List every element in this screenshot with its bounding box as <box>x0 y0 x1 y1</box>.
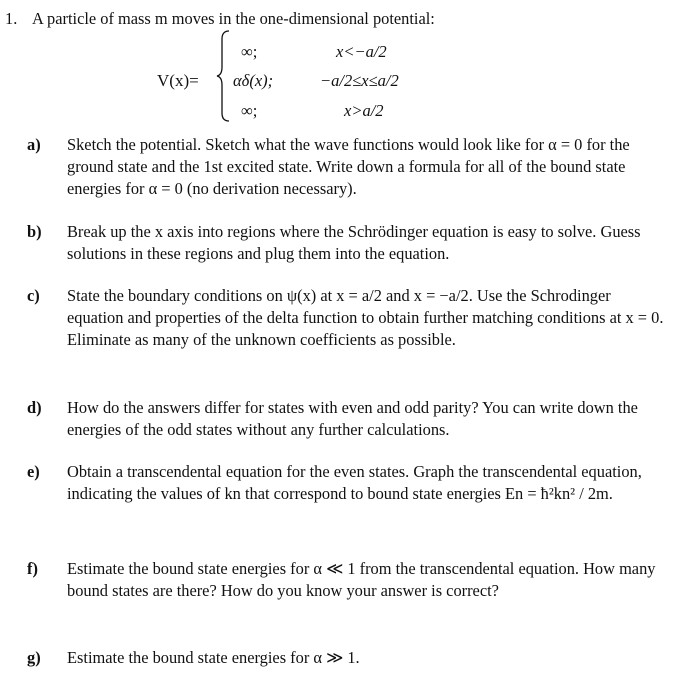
case-3-condition: x>a/2 <box>344 101 384 120</box>
part-f-text: Estimate the bound state energies for α ≪ 1 from the transcendental equation. How many bound states are there? How do you know your answer is correct? <box>67 559 656 600</box>
case-1-value: ∞; <box>241 42 258 61</box>
part-c-text: State the boundary conditions on ψ(x) at x = a/2 and x = −a/2. Use the Schrodinger equation and properties of the delta function to obtain further matching conditions at x = 0. Eliminate as many of the unknown coefficients as possible. <box>67 286 664 349</box>
part-e <box>27 461 667 505</box>
part-f-label: f) <box>27 559 38 578</box>
part-b <box>27 221 667 265</box>
problem-number: 1. <box>5 9 18 28</box>
part-a-label: a) <box>27 135 41 154</box>
part-b-text: Break up the x axis into regions where the Schrödinger equation is easy to solve. Guess solutions in these regions and plug them into the equation. <box>67 222 641 263</box>
part-c <box>27 285 667 351</box>
part-d-label: d) <box>27 398 42 417</box>
potential-lhs: V(x)= <box>157 71 199 90</box>
part-g-label: g) <box>27 648 41 667</box>
part-b-label: b) <box>27 222 42 241</box>
part-a-text: Sketch the potential. Sketch what the wave functions would look like for α = 0 for the ground state and the 1st excited state. Write down a formula for all of the bound state energies for α = 0 (no derivation necessary). <box>67 135 630 198</box>
case-2-condition: −a/2≤x≤a/2 <box>320 71 399 90</box>
case-1-condition: x<−a/2 <box>336 42 387 61</box>
part-a <box>27 134 667 200</box>
part-c-label: c) <box>27 286 40 305</box>
part-g-text: Estimate the bound state energies for α ≫ 1. <box>67 648 360 667</box>
problem-intro-text: A particle of mass m moves in the one-dimensional potential: <box>32 9 435 28</box>
part-e-label: e) <box>27 462 40 481</box>
part-e-text: Obtain a transcendental equation for the even states. Graph the transcendental equation, indicating the values of kn that correspond to bound state energies En = ħ²kn² / 2m. <box>67 462 642 503</box>
problem-intro <box>5 8 435 30</box>
part-d-text: How do the answers differ for states with even and odd parity? You can write down the energies of the odd states without any further calculations. <box>67 398 638 439</box>
part-f <box>27 558 667 602</box>
case-2-value: αδ(x); <box>233 71 274 90</box>
left-brace <box>215 29 231 123</box>
part-d <box>27 397 667 441</box>
part-g <box>27 647 667 669</box>
case-3-value: ∞; <box>241 101 258 120</box>
